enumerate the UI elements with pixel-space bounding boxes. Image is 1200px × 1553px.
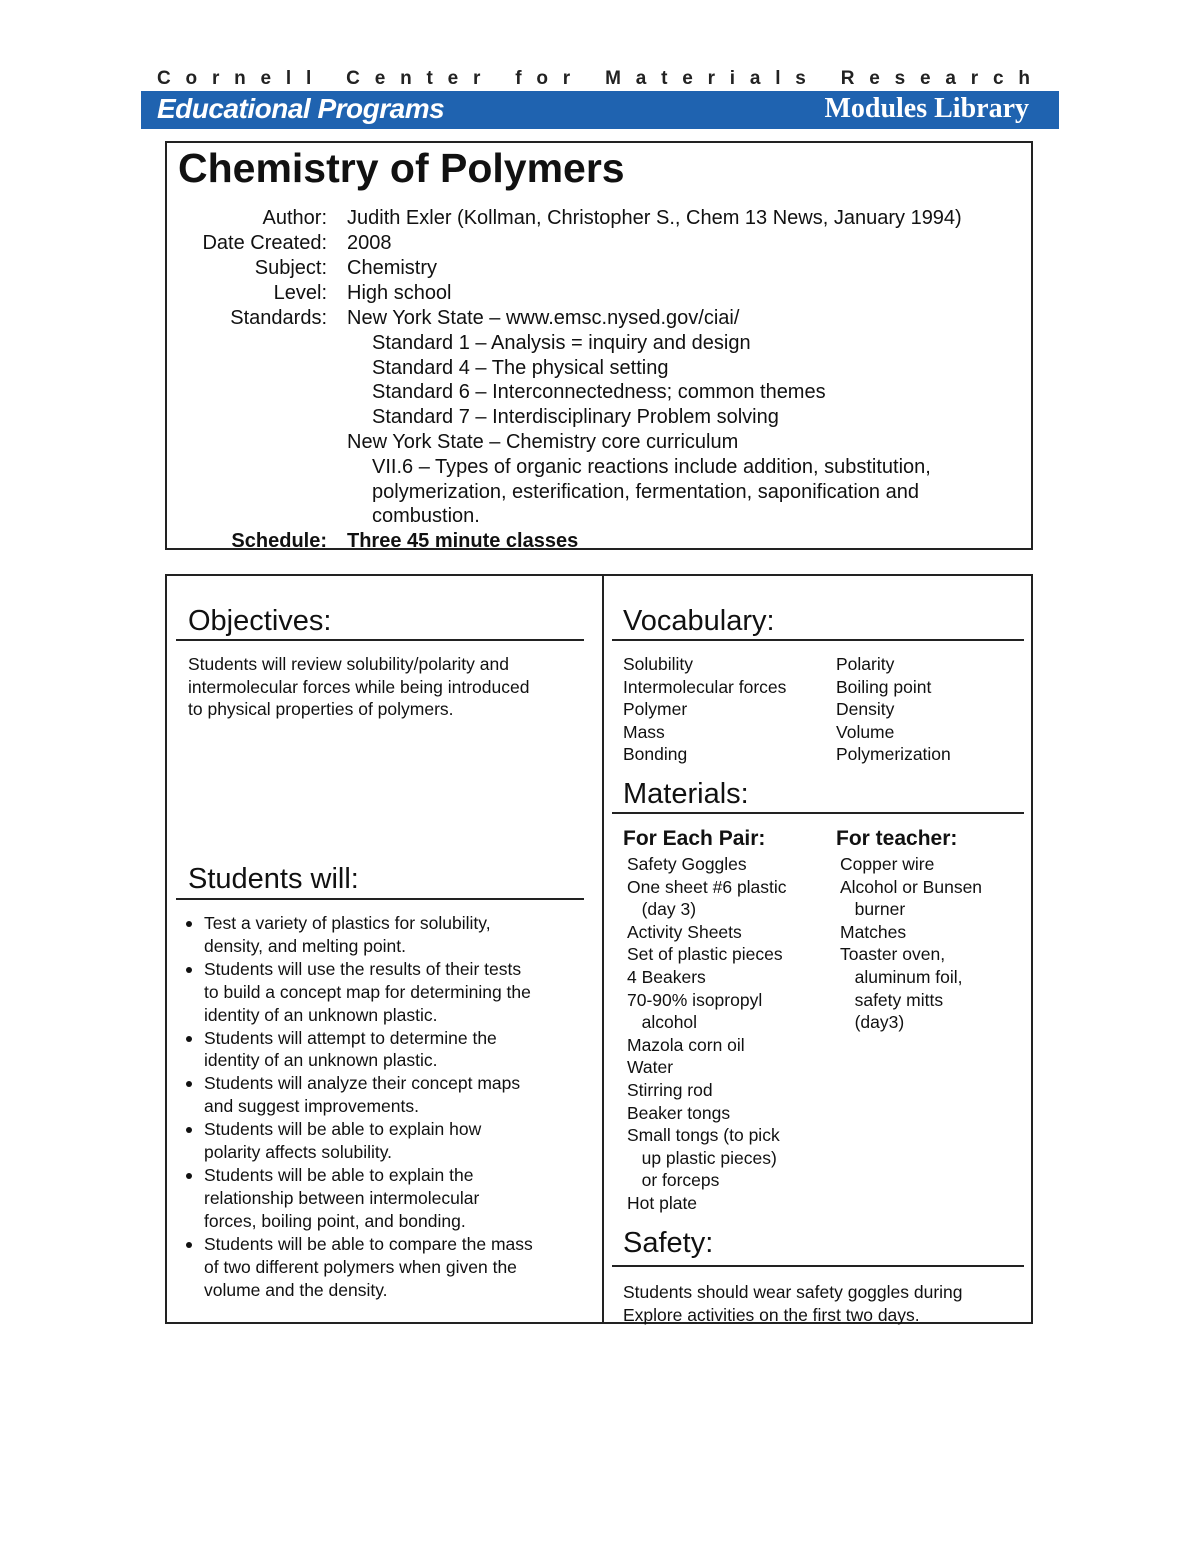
author-value: Judith Exler (Kollman, Christopher S., Chem 13 News, January 1994) [347, 207, 962, 229]
organization-letter: e [374, 68, 386, 89]
organization-letter: o [536, 68, 548, 89]
material-item: burner [840, 899, 906, 920]
organization-name [157, 68, 1030, 90]
date-value: 2008 [347, 232, 392, 254]
bullet-icon [186, 1081, 192, 1087]
bullet-icon [186, 1036, 192, 1042]
standard-line: VII.6 – Types of organic reactions include addition, substitution, [372, 456, 931, 478]
material-item: (day 3) [627, 899, 697, 920]
standards-label: Standards: [230, 307, 327, 329]
list-item-line: identity of an unknown plastic. [204, 1050, 438, 1071]
list-item [183, 912, 583, 958]
list-item-line: polarity affects solubility. [204, 1142, 393, 1163]
vocabulary-term: Volume [836, 721, 895, 742]
material-item: Small tongs (to pick [627, 1125, 780, 1146]
date-label: Date Created: [202, 232, 327, 254]
list-item-line: Students will be able to explain how [204, 1119, 482, 1140]
standard-line: polymerization, esterification, fermentation, saponification and [372, 481, 919, 503]
organization-letter: a [945, 68, 956, 89]
organization-letter: M [605, 68, 621, 89]
students-will-list [183, 912, 583, 1301]
list-item-line: density, and melting point. [204, 935, 407, 956]
level-value: High school [347, 282, 452, 304]
organization-letter: c [992, 68, 1004, 89]
material-item: alcohol [627, 1012, 698, 1033]
standard-line: Standard 1 – Analysis = inquiry and design [372, 332, 751, 354]
organization-letter: i [729, 68, 736, 89]
organization-letter: e [682, 68, 693, 89]
organization-letter: r [211, 68, 220, 89]
bullet-icon [186, 967, 192, 973]
standard-line: combustion. [372, 505, 480, 527]
column-divider [602, 576, 604, 1322]
material-item: or forceps [627, 1170, 720, 1191]
list-item [183, 1233, 583, 1302]
organization-letter: s [894, 68, 906, 89]
banner-educational-programs: Educational Programs [157, 93, 445, 124]
material-item: up plastic pieces) [627, 1147, 777, 1168]
page-title: Chemistry of Polymers [178, 145, 625, 191]
material-item: Mazola corn oil [627, 1034, 745, 1055]
material-item: One sheet #6 plastic [627, 876, 787, 897]
organization-letter: a [749, 68, 761, 89]
safety-rule [612, 1265, 1024, 1267]
organization-letter: e [920, 68, 931, 89]
material-item: Hot plate [627, 1192, 698, 1213]
organization-letter: a [635, 68, 647, 89]
schedule-label: Schedule: [231, 530, 327, 552]
organization-letter: s [795, 68, 806, 89]
vocabulary-column-2 [836, 653, 951, 766]
subject-label: Subject: [254, 257, 327, 279]
list-item [183, 1027, 583, 1073]
vocabulary-term: Solubility [623, 654, 694, 674]
standard-line: Standard 6 – Interconnectedness; common themes [372, 381, 826, 403]
material-item: Set of plastic pieces [627, 944, 783, 965]
organization-letter: e [869, 68, 880, 89]
objectives-line: Students will review solubility/polarity and [188, 654, 509, 674]
objectives-line: to physical properties of polymers. [188, 699, 454, 720]
organization-letter [821, 68, 826, 90]
list-item-line: volume and the density. [204, 1279, 388, 1300]
list-item-line: forces, boiling point, and bonding. [204, 1210, 466, 1231]
lesson-details-box [165, 574, 1033, 1324]
module-info-box [165, 141, 1033, 550]
material-item: Copper wire [840, 854, 935, 874]
list-item-line: Students will analyze their concept maps [204, 1073, 521, 1094]
organization-letter: r [562, 68, 571, 89]
vocabulary-term: Polarity [836, 654, 895, 674]
material-item: Stirring rod [627, 1079, 713, 1100]
organization-letter: t [661, 68, 668, 89]
material-item: 70-90% isopropyl [627, 989, 763, 1010]
materials-heading: Materials: [623, 778, 749, 810]
objectives-rule [176, 639, 584, 641]
safety-text [623, 1281, 963, 1326]
program-banner [141, 91, 1059, 129]
students-will-rule [176, 898, 584, 900]
material-item: (day3) [840, 1012, 905, 1033]
list-item-line: Students will attempt to determine the [204, 1027, 497, 1048]
material-item: Activity Sheets [627, 921, 742, 942]
organization-letter: e [447, 68, 459, 89]
vocabulary-heading: Vocabulary: [623, 605, 775, 637]
organization-letter: h [1018, 68, 1030, 89]
bullet-icon [186, 1242, 192, 1248]
organization-letter: n [234, 68, 246, 89]
safety-line: Explore activities on the first two days. [623, 1304, 920, 1325]
material-item: Alcohol or Bunsen [840, 876, 983, 897]
material-item: aluminum foil, [840, 966, 963, 987]
bullet-icon [186, 921, 192, 927]
banner-modules-library: Modules Library [824, 93, 1029, 124]
list-item [183, 958, 583, 1027]
organization-letter: n [400, 68, 412, 89]
organization-letter: r [707, 68, 715, 89]
list-item-line: identity of an unknown plastic. [204, 1004, 438, 1025]
list-item-line: Students will be able to compare the mass [204, 1233, 533, 1254]
standard-line: Standard 7 – Interdisciplinary Problem solving [372, 406, 779, 428]
standard-line: New York State – www.emsc.nysed.gov/ciai/ [347, 307, 740, 329]
list-item-line: of two different polymers when given the [204, 1256, 517, 1277]
organization-letter: C [157, 68, 171, 89]
vocabulary-term: Bonding [623, 744, 688, 765]
organization-letter [585, 68, 590, 90]
vocabulary-term: Polymer [623, 699, 688, 720]
level-label: Level: [273, 282, 327, 304]
vocabulary-rule [612, 639, 1024, 641]
list-item-line: to build a concept map for determining the [204, 981, 531, 1002]
organization-letter: l [285, 68, 292, 89]
organization-letter: r [472, 68, 481, 89]
bullet-icon [186, 1127, 192, 1133]
vocabulary-term: Polymerization [836, 744, 951, 765]
materials-rule [612, 812, 1024, 814]
objectives-line: intermolecular forces while being introduced [188, 676, 530, 697]
safety-heading: Safety: [623, 1227, 714, 1259]
organization-letter: f [515, 68, 522, 89]
list-item-line: and suggest improvements. [204, 1096, 419, 1117]
subject-value: Chemistry [347, 257, 438, 279]
list-item-line: Test a variety of plastics for solubility, [204, 913, 491, 933]
students-will-heading: Students will: [188, 863, 359, 895]
list-item-line: Students will use the results of their tests [204, 958, 522, 979]
organization-letter: e [260, 68, 272, 89]
vocabulary-term: Density [836, 699, 895, 720]
for-teacher-heading: For teacher: [836, 827, 958, 850]
pair-materials-list [627, 853, 787, 1215]
material-item: Beaker tongs [627, 1102, 731, 1123]
material-item: Toaster oven, [840, 944, 946, 965]
organization-letter: t [426, 68, 433, 89]
bullet-icon [186, 1173, 192, 1179]
organization-letter [495, 68, 500, 90]
objectives-heading: Objectives: [188, 605, 332, 637]
for-each-pair-heading: For Each Pair: [623, 827, 766, 850]
organization-letter: o [185, 68, 198, 89]
organization-letter: R [840, 68, 855, 89]
safety-line: Students should wear safety goggles during [623, 1282, 963, 1302]
schedule-value: Three 45 minute classes [347, 530, 579, 552]
organization-letter: l [306, 68, 312, 89]
material-item: safety mitts [840, 989, 944, 1010]
organization-letter [326, 68, 331, 90]
objectives-text [188, 653, 529, 721]
organization-letter: l [775, 68, 781, 89]
author-label: Author: [262, 207, 327, 229]
list-item [183, 1072, 583, 1118]
list-item [183, 1164, 583, 1233]
organization-letter: r [970, 68, 979, 89]
vocabulary-column-1 [623, 653, 786, 766]
standard-line: Standard 4 – The physical setting [372, 357, 669, 379]
list-item-line: relationship between intermolecular [204, 1187, 480, 1208]
material-item: Water [627, 1057, 674, 1078]
material-item: Matches [840, 921, 907, 942]
teacher-materials-list [840, 853, 982, 1034]
list-item [183, 1118, 583, 1164]
material-item: Safety Goggles [627, 854, 747, 874]
vocabulary-term: Boiling point [836, 676, 932, 697]
vocabulary-term: Intermolecular forces [623, 676, 787, 697]
standard-line: New York State – Chemistry core curriculum [347, 431, 739, 453]
material-item: 4 Beakers [627, 966, 706, 987]
list-item-line: Students will be able to explain the [204, 1164, 474, 1185]
vocabulary-term: Mass [623, 721, 665, 742]
organization-letter: C [346, 68, 360, 89]
